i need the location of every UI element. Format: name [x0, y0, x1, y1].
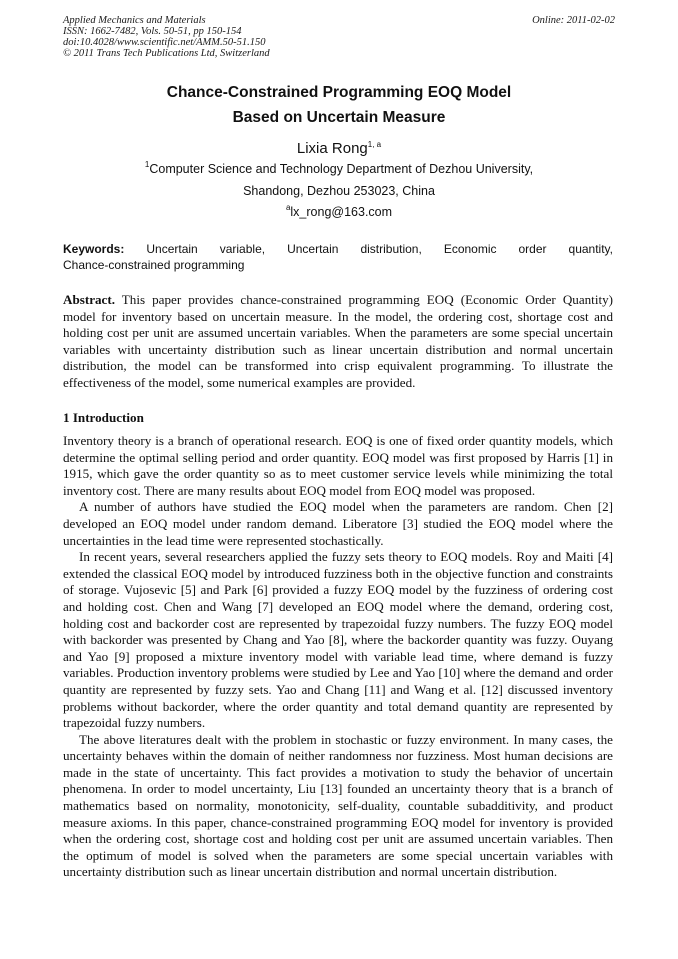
author	[63, 139, 615, 159]
online-date: Online: 2011-02-02	[532, 15, 615, 26]
affiliation-line-2: Shandong, Dezhou 253023, China	[243, 183, 435, 198]
author-email	[63, 202, 615, 224]
author-name: Lixia Rong	[296, 140, 368, 157]
paper-title-line-1: Chance-Constrained Programming EOQ Model	[166, 84, 512, 101]
journal-name: Applied Mechanics and Materials	[63, 15, 206, 26]
abstract-label: Abstract.	[63, 292, 115, 307]
affiliation-line-1	[63, 159, 615, 181]
keyword-term: order	[518, 242, 547, 256]
author-superscript: 1, a	[367, 140, 382, 149]
journal-copyright: © 2011 Trans Tech Publications Ltd, Switzerland	[63, 48, 270, 59]
email-address: lx_rong@163.com	[290, 205, 393, 219]
keyword-term: Economic	[443, 242, 497, 256]
affiliation-text-1: Computer Science and Technology Department of Dezhou University,	[149, 162, 534, 176]
journal-info	[63, 15, 270, 59]
section-heading-introduction: 1 Introduction	[63, 410, 144, 425]
intro-paragraph-2: A number of authors have studied the EOQ model when the parameters are random. Chen [2] developed an EOQ model under random demand. Liberatore [3] studied the EOQ model where the uncertainties in the lead time were represented stochastically.	[63, 499, 613, 548]
intro-paragraph-1: Inventory theory is a branch of operational research. EOQ is one of fixed order quantity models, which determine the optimal selling period and order quantity. EOQ model was first proposed by Harris [1] in 1915, which gave the order quantity so as to meet customer service levels while minimizing the total inventory cost. There are many results about EOQ model from EOQ model was proposed.	[63, 433, 613, 498]
keywords	[63, 241, 613, 273]
keyword-term: variable,	[219, 242, 266, 256]
keywords-line-1	[63, 241, 613, 257]
keywords-line-2: Chance-constrained programming	[63, 258, 245, 272]
keyword-term: Uncertain	[287, 242, 339, 256]
journal-doi: doi:10.4028/www.scientific.net/AMM.50-51.150	[63, 37, 266, 48]
keyword-term: Uncertain	[146, 242, 198, 256]
abstract	[63, 292, 613, 392]
keyword-term: quantity,	[568, 242, 613, 256]
keyword-term: distribution,	[360, 242, 422, 256]
affiliation-marker: 1	[144, 160, 150, 169]
introduction-body	[63, 433, 613, 881]
paper-title-line-2: Based on Uncertain Measure	[232, 109, 446, 126]
keywords-label: Keywords:	[63, 242, 125, 256]
intro-paragraph-4: The above literatures dealt with the problem in stochastic or fuzzy environment. In many cases, the uncertainty behaves within the domain of neither randomness nor fuzziness. Most human decisions are made in the state of uncertainty. This fact provides a motivation to study the behavior of uncertain phenomena. In order to model uncertainty, Liu [13] founded an uncertainty theory that is a branch of mathematics based on normality, monotonicity, self-duality, countable subadditivity, and product measure axioms. In this paper, chance-constrained programming EOQ model for inventory is provided when the ordering cost, shortage cost and holding cost per unit are assumed uncertain variables. Then the optimum of model is solved when the parameters are some special uncertain variables with uncertainty distribution such as linear uncertain distribution and normal uncertain distribution.	[63, 731, 613, 880]
email-marker: a	[285, 203, 291, 212]
intro-paragraph-3: In recent years, several researchers applied the fuzzy sets theory to EOQ models. Roy and Maiti [4] extended the classical EOQ model by introduced fuzziness both in the objective function and constraints of storage. Vujosevic [5] and Park [6] provided a fuzzy EOQ model by the fuzziness of ordering cost and holding cost. Chen and Wang [7] developed an EOQ model where the demand, ordering cost, holding cost and backorder cost are represented by trapezoidal fuzzy numbers. The fuzzy EOQ model with backorder was presented by Chang and Yao [8], where the backorder quantity was fuzzy. Ouyang and Yao [9] proposed a mixture inventory model with variable lead time, where demand is fuzzy variables. Production inventory problems were studied by Lee and Yao [10] where the demand and order quantity are represented by fuzzy sets. Yao and Chang [11] and Wang et al. [12] discussed inventory problems without backorder, where the order quantity and total demand quantity are represented by trapezoidal fuzzy numbers.	[63, 549, 613, 731]
title-block	[63, 80, 615, 224]
journal-issn: ISSN: 1662-7482, Vols. 50-51, pp 150-154	[63, 26, 242, 37]
abstract-text: This paper provides chance-constrained programming EOQ (Economic Order Quantity) model for inventory based on uncertain measure. In the model, the ordering cost, shortage cost and holding cost per unit are assumed uncertain variables. When the parameters are some special uncertain variables with uncertainty distribution such as linear uncertain distribution and normal uncertain distribution, the model can be transformed into crisp equivalent programming. To illustrate the effectiveness of the model, some numerical examples are provided.	[63, 292, 613, 390]
